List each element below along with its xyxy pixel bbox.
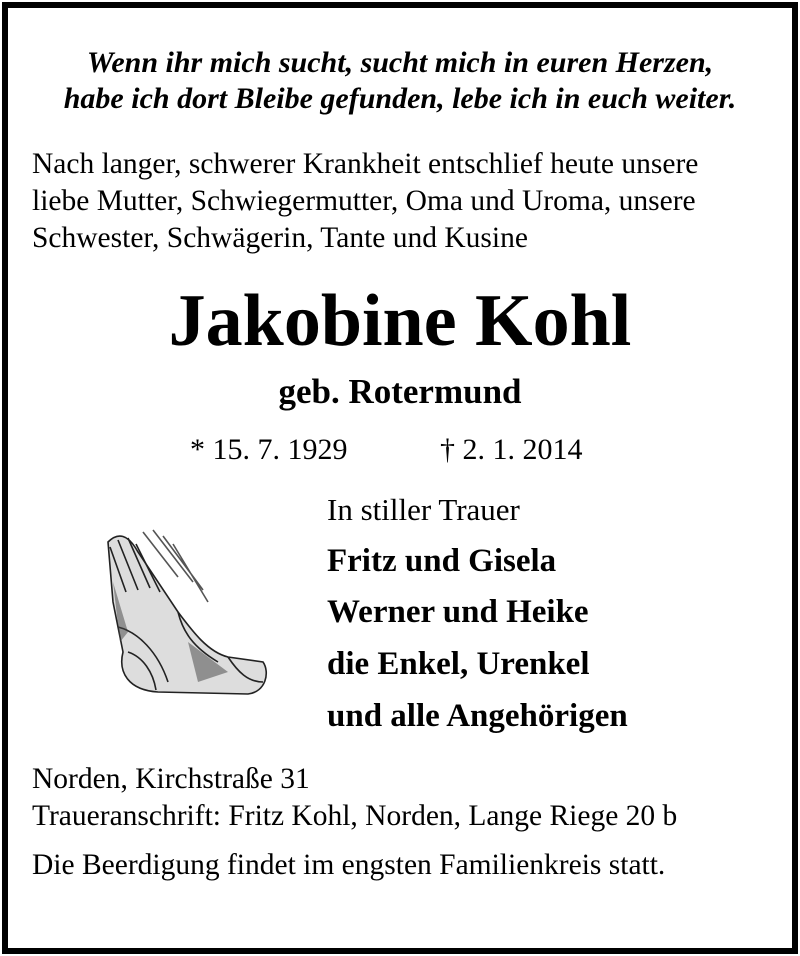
intro-line: Nach langer, schwerer Krankheit entschlief heute unsere (32, 148, 699, 180)
mourner: Fritz und Gisela (327, 543, 557, 579)
mourner: Werner und Heike (327, 594, 589, 630)
mourner: die Enkel, Urenkel (327, 646, 590, 682)
motto-line: habe ich dort Bleibe gefunden, lebe ich in euch weiter. (63, 82, 737, 115)
mourner: und alle Angehörigen (327, 698, 628, 734)
intro-line: liebe Mutter, Schwiegermutter, Oma und Uroma, unsere (32, 185, 696, 217)
praying-hands-icon (98, 522, 273, 702)
address-line: Norden, Kirchstraße 31 (32, 763, 310, 795)
death-date: † 2. 1. 2014 (440, 433, 583, 466)
motto-line: Wenn ihr mich sucht, sucht mich in euren Herzen, (86, 46, 714, 79)
deceased-name: Jakobine Kohl (168, 280, 632, 362)
mourning-intro: In stiller Trauer (327, 492, 520, 527)
intro-line: Schwester, Schwägerin, Tante und Kusine (32, 222, 528, 254)
mourning-address: Traueranschrift: Fritz Kohl, Norden, Lange Riege 20 b (32, 800, 678, 832)
funeral-note: Die Beerdigung findet im engsten Familienkreis statt. (32, 849, 666, 881)
birth-date: * 15. 7. 1929 (190, 433, 348, 466)
maiden-name: geb. Rotermund (278, 372, 522, 411)
